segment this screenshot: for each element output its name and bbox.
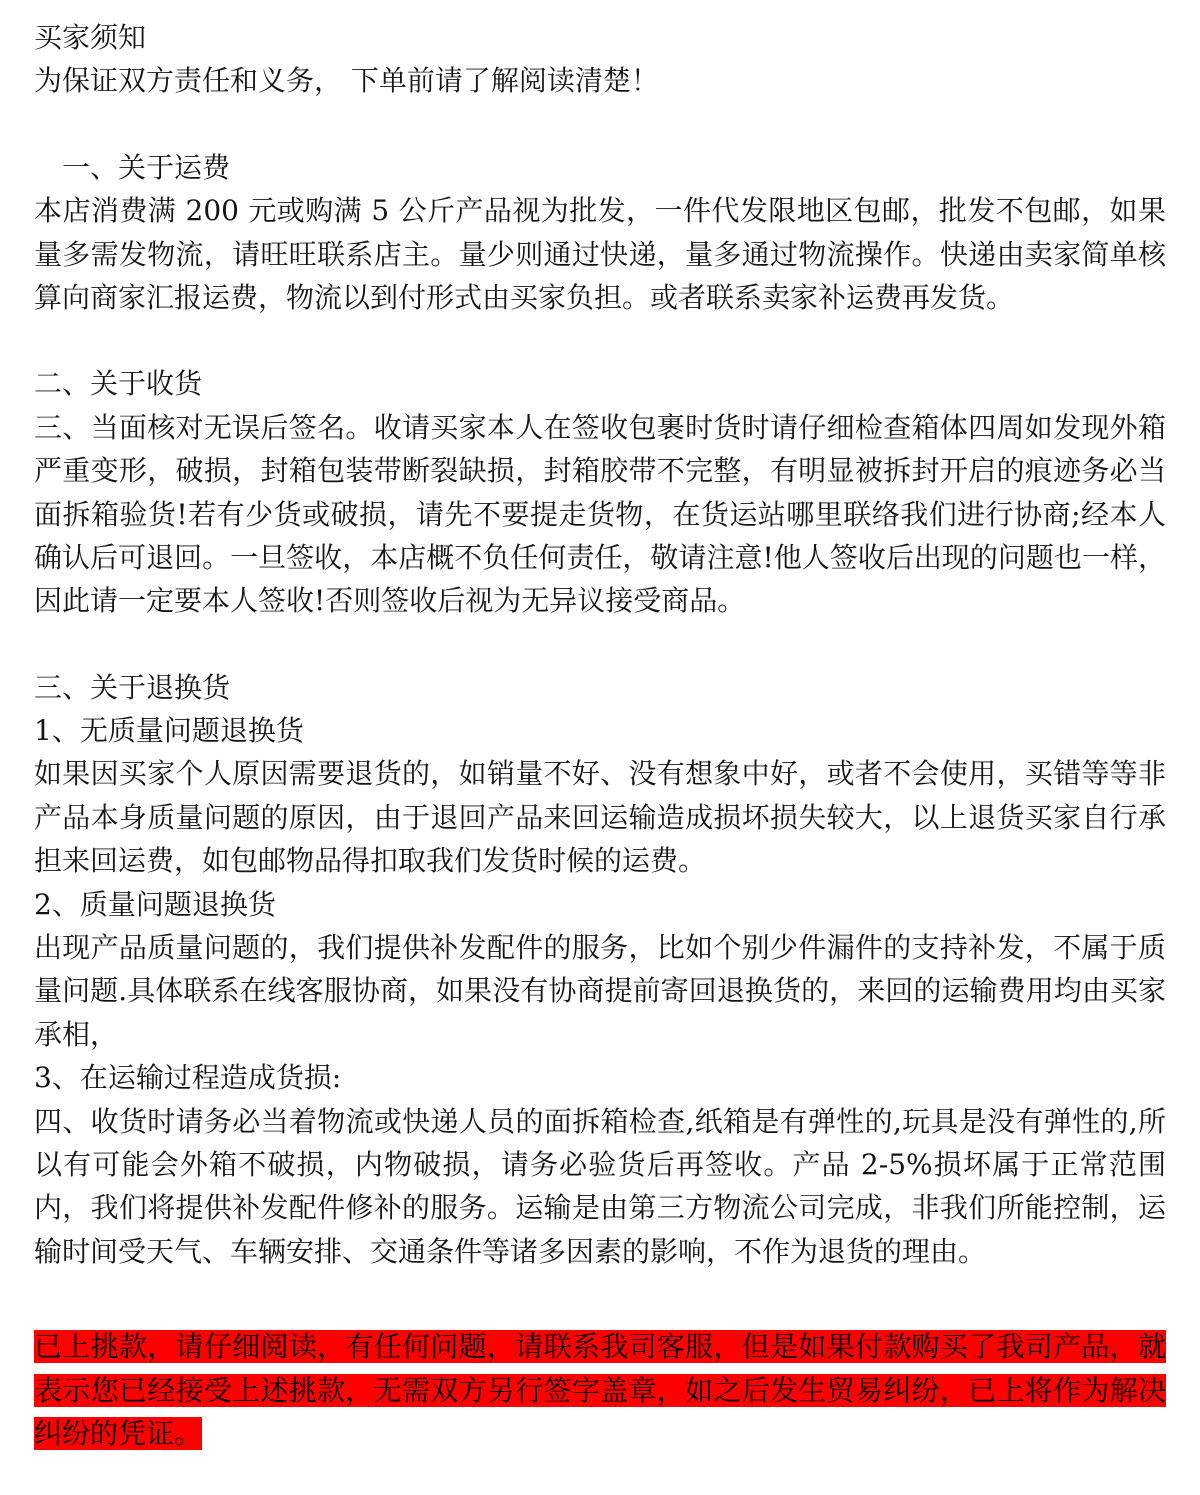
section-body-shipping: 本店消费满 200 元或购满 5 公斤产品视为批发，一件代发限地区包邮，批发不包邮，如果量多需发物流，请旺旺联系店主。量少则通过快递，量多通过物流操作。快递由卖家简单核算向商家汇报运费，物流以到付形式由买家负担。或者联系卖家补运费再发货。 bbox=[34, 194, 1166, 314]
section-heading-returns: 三、关于退换货 bbox=[34, 670, 231, 704]
returns-subheading-1: 1、无质量问题退换货 bbox=[34, 714, 304, 748]
section-heading-shipping: 一、关于运费 bbox=[62, 150, 231, 184]
disclaimer-paragraph bbox=[34, 1325, 1166, 1455]
returns-body-3: 四、收货时请务必当着物流或快递人员的面拆箱检查,纸箱是有弹性的,玩具是没有弹性的,所以有可能会外箱不破损，内物破损，请务必验货后再签收。产品 2-5%损坏属于正常范围内，我们将提供补发配件修补的服务。运输是由第三方物流公司完成，非我们所能控制，运输时间受天气、车辆安排、交通条件等诸多因素的影响，不作为退货的理由。 bbox=[34, 1104, 1166, 1268]
returns-body-1: 如果因买家个人原因需要退货的，如销量不好、没有想象中好，或者不会使用，买错等等非产品本身质量问题的原因，由于退回产品来回运输造成损坏损失较大，以上退货买家自行承担来回运费，如包邮物品得扣取我们发货时候的运费。 bbox=[34, 757, 1166, 878]
section-heading-receiving: 二、关于收货 bbox=[34, 367, 203, 401]
disclaimer-text: 已上挑款，请仔细阅读，有任何问题，请联系我司客服，但是如果付款购买了我司产品，就表示您已经接受上述挑款，无需双方另行签字盖章，如之后发生贸易纠纷，已上将作为解决纠纷的凭证。 bbox=[34, 1330, 1166, 1450]
returns-body-2: 出现产品质量问题的，我们提供补发配件的服务，比如个别少件漏件的支持补发，不属于质量问题.具体联系在线客服协商，如果没有协商提前寄回退换货的，来回的运输费用均由买家承相， bbox=[34, 931, 1166, 1051]
section-body-receiving: 三、当面核对无误后签名。收请买家本人在签收包裹时货时请仔细检查箱体四周如发现外箱严重变形，破损，封箱包装带断裂缺损，封箱胶带不完整，有明显被拆封开启的痕迹务必当面拆箱验货!若有少货或破损，请先不要提走货物，在货运站哪里联络我们进行协商;经本人确认后可退回。一旦签收，本店概不负任何责任，敬请注意!他人签收后出现的问题也一样，因此请一定要本人签收!否则签收后视为无异议接受商品。 bbox=[34, 410, 1166, 618]
returns-subheading-3: 3、在运输过程造成货损: bbox=[34, 1061, 342, 1095]
document-title: 买家须知 bbox=[34, 21, 147, 54]
intro-line: 为保证双方责任和义务， 下单前请了解阅读清楚！ bbox=[34, 64, 659, 98]
returns-subheading-2: 2、质量问题退换货 bbox=[34, 887, 276, 921]
